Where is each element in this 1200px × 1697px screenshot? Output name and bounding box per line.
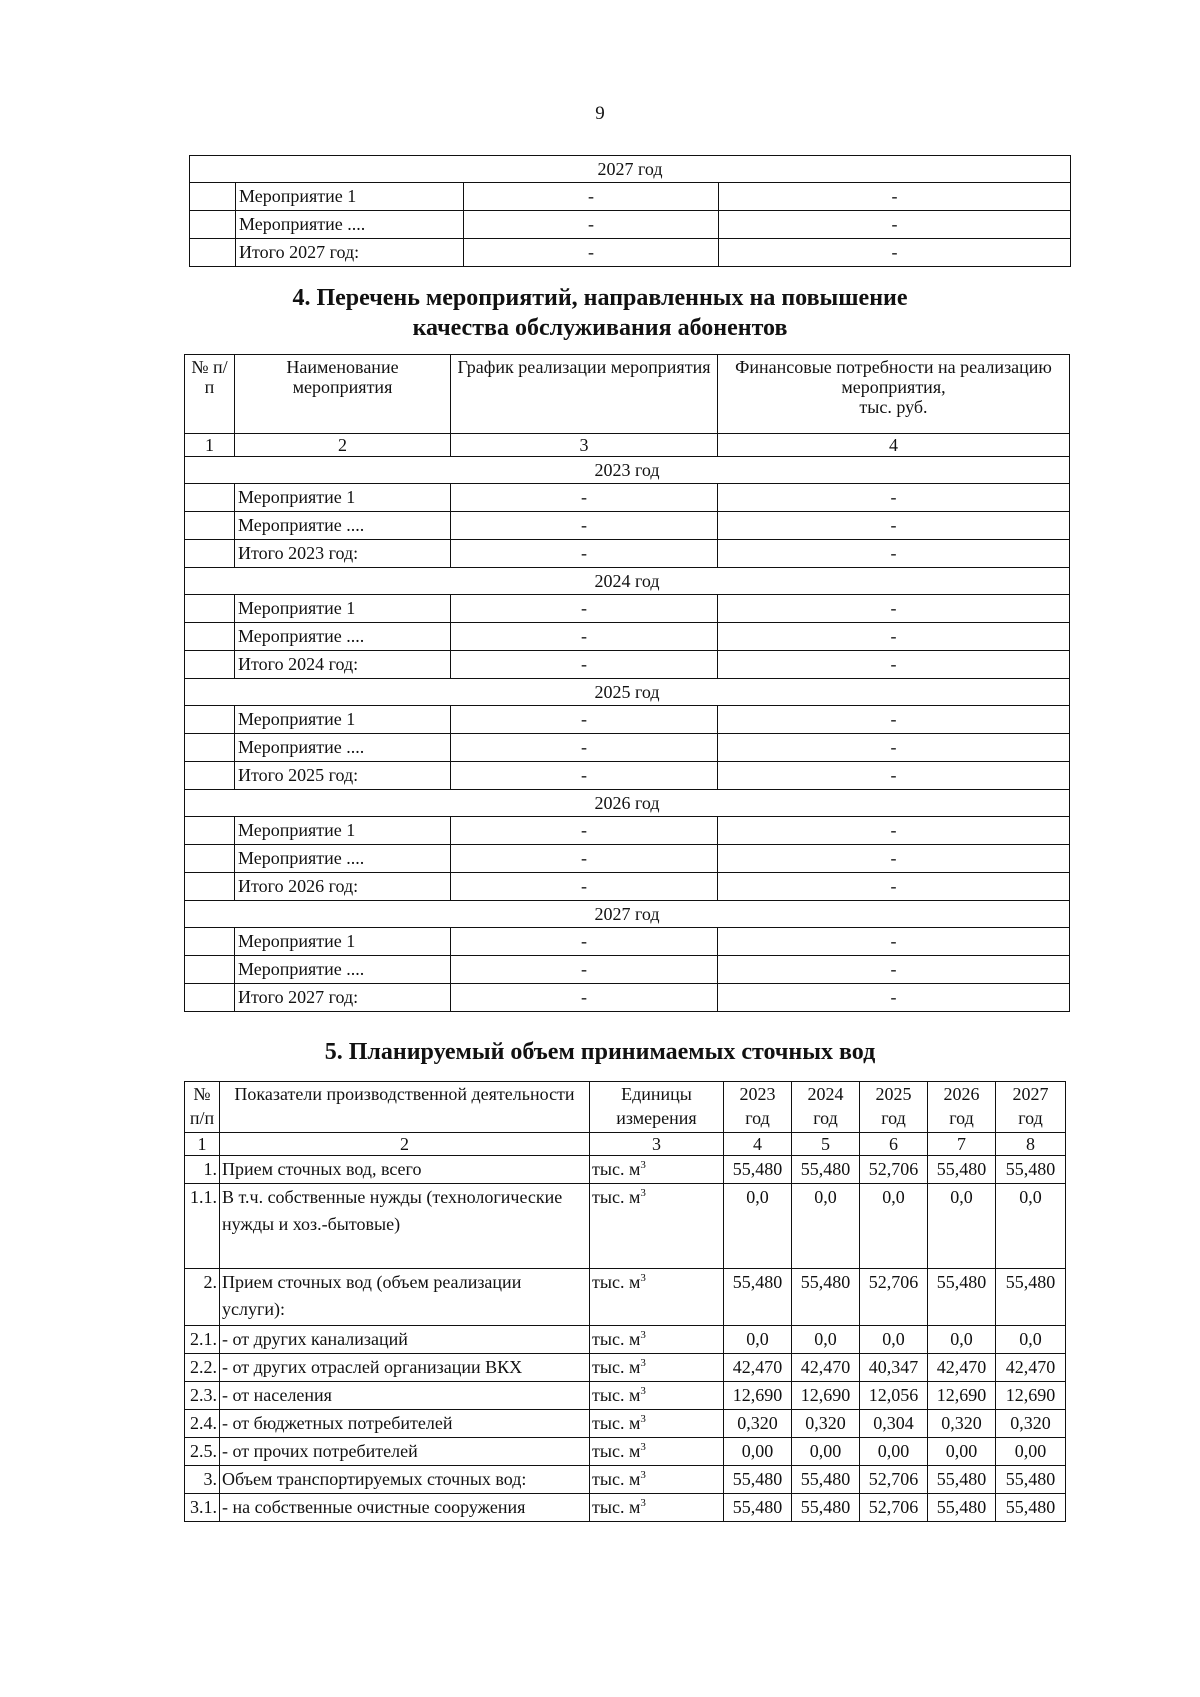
event-name-cell: Мероприятие 1 (236, 183, 464, 211)
finance-cell: - (718, 873, 1070, 901)
finance-cell: - (718, 623, 1070, 651)
finance-cell: - (718, 484, 1070, 512)
row-num: 2.3. (185, 1382, 220, 1410)
table-row (185, 928, 1070, 956)
table-row (185, 623, 1070, 651)
table-row (185, 1382, 1066, 1410)
header-name: Наименование мероприятия (235, 355, 451, 434)
value-cell: 42,470 (792, 1354, 860, 1382)
year-label: 2025 год (185, 679, 1070, 706)
unit-cell (590, 1494, 724, 1522)
schedule-cell: - (451, 762, 718, 790)
num-cell (190, 183, 236, 211)
indicator-label: - от прочих потребителей (220, 1438, 590, 1466)
table-row (185, 1156, 1066, 1184)
value-cell: 0,0 (792, 1326, 860, 1354)
finance-cell: - (718, 651, 1070, 679)
value-cell: 12,690 (792, 1382, 860, 1410)
value-cell: 0,0 (860, 1184, 928, 1269)
header-year: 2025 год (860, 1082, 928, 1133)
num-cell (185, 873, 235, 901)
schedule-cell: - (451, 873, 718, 901)
table-row (185, 706, 1070, 734)
num-cell (185, 984, 235, 1012)
year-label: 2024 год (185, 568, 1070, 595)
table-row (190, 211, 1071, 239)
finance-cell: - (718, 762, 1070, 790)
finance-cell: - (718, 512, 1070, 540)
unit-text: тыс. м (592, 1159, 641, 1179)
num-cell (185, 956, 235, 984)
unit-text: тыс. м (592, 1385, 641, 1405)
indicator-label: - от населения (220, 1382, 590, 1410)
schedule-cell: - (451, 817, 718, 845)
header-unit: Единицы измерения (590, 1082, 724, 1133)
unit-exponent: 3 (640, 1272, 646, 1284)
unit-exponent: 3 (640, 1441, 646, 1453)
section4-title-line1: 4. Перечень мероприятий, направленных на повышение (292, 285, 908, 311)
event-name-cell: Итого 2026 год: (235, 873, 451, 901)
value-cell: 0,00 (860, 1438, 928, 1466)
unit-cell (590, 1269, 724, 1326)
value-cell: 55,480 (792, 1494, 860, 1522)
table-row (185, 845, 1070, 873)
table-row (190, 183, 1071, 211)
event-name-cell: Мероприятие 1 (235, 928, 451, 956)
unit-cell (590, 1156, 724, 1184)
year-row (185, 901, 1070, 928)
event-name-cell: Мероприятие .... (235, 512, 451, 540)
index-cell: 4 (718, 434, 1070, 457)
finance-cell: - (718, 984, 1070, 1012)
header-year: 2023 год (724, 1082, 792, 1133)
row-num: 2. (185, 1269, 220, 1326)
schedule-cell: - (451, 956, 718, 984)
value-cell: 55,480 (724, 1269, 792, 1326)
table-row (185, 1326, 1066, 1354)
schedule-cell: - (464, 183, 719, 211)
value-cell: 0,320 (792, 1410, 860, 1438)
value-cell: 0,320 (724, 1410, 792, 1438)
num-cell (185, 845, 235, 873)
year-label: 2027 год (185, 901, 1070, 928)
num-cell (185, 595, 235, 623)
finance-cell: - (718, 956, 1070, 984)
unit-text: тыс. м (592, 1469, 641, 1489)
header-finance (718, 355, 1070, 434)
header-schedule: График реализации мероприятия (451, 355, 718, 434)
schedule-cell: - (451, 484, 718, 512)
value-cell: 55,480 (928, 1494, 996, 1522)
section4-table (184, 354, 1070, 1012)
value-cell: 0,00 (792, 1438, 860, 1466)
value-cell: 52,706 (860, 1494, 928, 1522)
year-row (185, 790, 1070, 817)
value-cell: 55,480 (996, 1466, 1066, 1494)
unit-exponent: 3 (640, 1357, 646, 1369)
index-cell: 8 (996, 1133, 1066, 1156)
schedule-cell: - (464, 239, 719, 267)
index-cell: 3 (590, 1133, 724, 1156)
value-cell: 12,690 (996, 1382, 1066, 1410)
schedule-cell: - (451, 928, 718, 956)
index-cell: 2 (220, 1133, 590, 1156)
value-cell: 12,690 (724, 1382, 792, 1410)
index-cell: 6 (860, 1133, 928, 1156)
event-name-cell: Мероприятие 1 (235, 817, 451, 845)
table-row (185, 1466, 1066, 1494)
header-finance-line3: тыс. руб. (859, 397, 928, 417)
schedule-cell: - (451, 540, 718, 568)
value-cell: 12,056 (860, 1382, 928, 1410)
indicator-label: - от других канализаций (220, 1326, 590, 1354)
index-row (185, 1133, 1066, 1156)
event-name-cell: Мероприятие .... (235, 845, 451, 873)
num-cell (185, 706, 235, 734)
unit-text: тыс. м (592, 1497, 641, 1517)
row-num: 3.1. (185, 1494, 220, 1522)
schedule-cell: - (451, 734, 718, 762)
year-label: 2023 год (185, 457, 1070, 484)
value-cell: 0,0 (724, 1326, 792, 1354)
indicator-label: Объем транспортируемых сточных вод: (220, 1466, 590, 1494)
index-cell: 2 (235, 434, 451, 457)
event-name-cell: Мероприятие .... (236, 211, 464, 239)
num-cell (185, 928, 235, 956)
schedule-cell: - (451, 623, 718, 651)
value-cell: 55,480 (724, 1466, 792, 1494)
value-cell: 55,480 (792, 1156, 860, 1184)
finance-cell: - (718, 817, 1070, 845)
row-num: 2.4. (185, 1410, 220, 1438)
event-name-cell: Мероприятие 1 (235, 595, 451, 623)
table-row (185, 595, 1070, 623)
num-cell (185, 623, 235, 651)
section4-title (0, 283, 1200, 343)
value-cell: 12,690 (928, 1382, 996, 1410)
table-row (185, 873, 1070, 901)
num-cell (190, 211, 236, 239)
table-row (185, 1410, 1066, 1438)
finance-cell: - (718, 734, 1070, 762)
value-cell: 52,706 (860, 1466, 928, 1494)
unit-cell (590, 1326, 724, 1354)
row-num: 2.5. (185, 1438, 220, 1466)
value-cell: 0,304 (860, 1410, 928, 1438)
year-row (185, 457, 1070, 484)
value-cell: 0,00 (996, 1438, 1066, 1466)
event-name-cell: Итого 2024 год: (235, 651, 451, 679)
schedule-cell: - (451, 512, 718, 540)
table-row (185, 484, 1070, 512)
num-cell (185, 651, 235, 679)
unit-text: тыс. м (592, 1441, 641, 1461)
indicator-label: Прием сточных вод (объем реализации услуги): (220, 1269, 590, 1326)
unit-exponent: 3 (640, 1187, 646, 1199)
event-name-cell: Мероприятие 1 (235, 706, 451, 734)
event-name-cell: Мероприятие .... (235, 623, 451, 651)
schedule-cell: - (451, 984, 718, 1012)
indicator-label: - от других отраслей организации ВКХ (220, 1354, 590, 1382)
unit-cell (590, 1410, 724, 1438)
unit-exponent: 3 (640, 1469, 646, 1481)
unit-cell (590, 1438, 724, 1466)
value-cell: 0,0 (996, 1326, 1066, 1354)
page-number: 9 (595, 103, 605, 124)
unit-cell (590, 1184, 724, 1269)
schedule-cell: - (451, 845, 718, 873)
schedule-cell: - (451, 651, 718, 679)
table-row (185, 762, 1070, 790)
value-cell: 55,480 (996, 1269, 1066, 1326)
finance-cell: - (719, 211, 1071, 239)
row-num: 3. (185, 1466, 220, 1494)
event-name-cell: Итого 2027 год: (236, 239, 464, 267)
finance-cell: - (718, 595, 1070, 623)
row-num: 1.1. (185, 1184, 220, 1269)
unit-text: тыс. м (592, 1329, 641, 1349)
table-row (185, 1494, 1066, 1522)
unit-cell (590, 1466, 724, 1494)
row-num: 2.2. (185, 1354, 220, 1382)
value-cell: 55,480 (724, 1156, 792, 1184)
unit-text: тыс. м (592, 1272, 641, 1292)
value-cell: 0,00 (928, 1438, 996, 1466)
table-row (185, 1354, 1066, 1382)
value-cell: 52,706 (860, 1156, 928, 1184)
year-label: 2026 год (185, 790, 1070, 817)
num-cell (185, 817, 235, 845)
table-row (185, 984, 1070, 1012)
num-cell (185, 484, 235, 512)
value-cell: 55,480 (792, 1466, 860, 1494)
header-finance-line1: Финансовые потребности на реализацию (735, 357, 1052, 377)
year-row (185, 568, 1070, 595)
value-cell: 0,0 (996, 1184, 1066, 1269)
unit-exponent: 3 (640, 1497, 646, 1509)
table-row (185, 817, 1070, 845)
header-year: 2027 год (996, 1082, 1066, 1133)
table-row (185, 734, 1070, 762)
unit-exponent: 3 (640, 1413, 646, 1425)
year-row (185, 679, 1070, 706)
value-cell: 55,480 (928, 1466, 996, 1494)
header-year: 2024 год (792, 1082, 860, 1133)
index-cell: 1 (185, 1133, 220, 1156)
event-name-cell: Итого 2023 год: (235, 540, 451, 568)
header-num: № п/п (185, 1082, 220, 1133)
index-cell: 7 (928, 1133, 996, 1156)
schedule-cell: - (451, 706, 718, 734)
index-cell: 1 (185, 434, 235, 457)
unit-exponent: 3 (640, 1385, 646, 1397)
num-cell (190, 239, 236, 267)
header-row (185, 355, 1070, 434)
section4-title-line2: качества обслуживания абонентов (412, 315, 788, 341)
finance-cell: - (718, 540, 1070, 568)
finance-cell: - (719, 183, 1071, 211)
event-name-cell: Итого 2027 год: (235, 984, 451, 1012)
value-cell: 40,347 (860, 1354, 928, 1382)
table-row (185, 540, 1070, 568)
value-cell: 0,0 (928, 1184, 996, 1269)
year-label: 2027 год (190, 156, 1071, 183)
unit-cell (590, 1354, 724, 1382)
index-cell: 5 (792, 1133, 860, 1156)
value-cell: 52,706 (860, 1269, 928, 1326)
header-indicator: Показатели производственной деятельности (220, 1082, 590, 1133)
unit-cell (590, 1382, 724, 1410)
unit-text: тыс. м (592, 1413, 641, 1433)
finance-cell: - (719, 239, 1071, 267)
num-cell (185, 540, 235, 568)
unit-exponent: 3 (640, 1159, 646, 1171)
row-num: 2.1. (185, 1326, 220, 1354)
num-cell (185, 762, 235, 790)
header-finance-line2: мероприятия, (841, 377, 946, 397)
value-cell: 0,00 (724, 1438, 792, 1466)
value-cell: 55,480 (996, 1494, 1066, 1522)
event-name-cell: Итого 2025 год: (235, 762, 451, 790)
value-cell: 55,480 (724, 1494, 792, 1522)
num-cell (185, 512, 235, 540)
value-cell: 42,470 (996, 1354, 1066, 1382)
indicator-label: Прием сточных вод, всего (220, 1156, 590, 1184)
index-cell: 3 (451, 434, 718, 457)
table-row (185, 1184, 1066, 1269)
value-cell: 0,0 (792, 1184, 860, 1269)
schedule-cell: - (464, 211, 719, 239)
value-cell: 55,480 (928, 1156, 996, 1184)
table-row (185, 651, 1070, 679)
header-row (185, 1082, 1066, 1133)
event-name-cell: Мероприятие .... (235, 956, 451, 984)
finance-cell: - (718, 706, 1070, 734)
value-cell: 0,320 (928, 1410, 996, 1438)
value-cell: 42,470 (928, 1354, 996, 1382)
table-row (190, 239, 1071, 267)
row-num: 1. (185, 1156, 220, 1184)
num-cell (185, 734, 235, 762)
section5-table (184, 1081, 1066, 1522)
event-name-cell: Мероприятие 1 (235, 484, 451, 512)
finance-cell: - (718, 928, 1070, 956)
value-cell: 55,480 (928, 1269, 996, 1326)
value-cell: 0,320 (996, 1410, 1066, 1438)
unit-exponent: 3 (640, 1329, 646, 1341)
section5-title: 5. Планируемый объем принимаемых сточных вод (324, 1039, 876, 1065)
unit-text: тыс. м (592, 1357, 641, 1377)
header-num: № п/п (185, 355, 235, 434)
indicator-label: - от бюджетных потребителей (220, 1410, 590, 1438)
value-cell: 55,480 (792, 1269, 860, 1326)
value-cell: 55,480 (996, 1156, 1066, 1184)
index-cell: 4 (724, 1133, 792, 1156)
finance-cell: - (718, 845, 1070, 873)
table-row (185, 1269, 1066, 1326)
value-cell: 0,0 (860, 1326, 928, 1354)
schedule-cell: - (451, 595, 718, 623)
continuation-table-2027 (189, 155, 1071, 267)
year-row (190, 156, 1071, 183)
table-row (185, 956, 1070, 984)
table-row (185, 1438, 1066, 1466)
value-cell: 42,470 (724, 1354, 792, 1382)
header-year: 2026 год (928, 1082, 996, 1133)
index-row (185, 434, 1070, 457)
value-cell: 0,0 (928, 1326, 996, 1354)
indicator-label: В т.ч. собственные нужды (технологические нужды и хоз.-бытовые) (220, 1184, 590, 1269)
unit-text: тыс. м (592, 1187, 641, 1207)
event-name-cell: Мероприятие .... (235, 734, 451, 762)
indicator-label: - на собственные очистные сооружения (220, 1494, 590, 1522)
table-row (185, 512, 1070, 540)
value-cell: 0,0 (724, 1184, 792, 1269)
